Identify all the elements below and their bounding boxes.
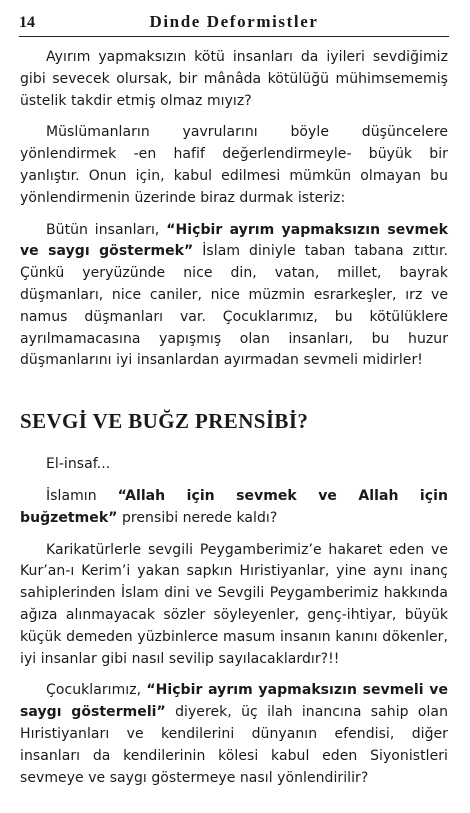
paragraph-5 [20, 486, 448, 530]
paragraph-7-post: diyerek, üç ilah inancına sahip olan Hıristiyanları ve kendilerini dünyanın efendisi, diğer insanları da kendilerinin kölesi kabul eden Siyonistleri sevmeye ve saygı göstermeye nasıl yönlendirilir? [20, 704, 448, 786]
page-number: 14 [19, 14, 35, 31]
paragraph-1: Ayırım yapmaksızın kötü insanları da iyileri sevdiğimiz gibi sevecek olursak, bir mânâda kötülüğü mühimsememiş üstelik takdir etmiş olmaz mıyız? [20, 49, 448, 109]
paragraph-7-pre: Çocuklarımız, [46, 682, 147, 699]
running-title: Dinde Deformistler [149, 12, 319, 31]
paragraph-5-post: prensibi nerede kaldı? [117, 509, 278, 526]
page-header [19, 8, 449, 37]
paragraph-3 [20, 220, 448, 373]
paragraph-7-emphasis: “Hiçbir ayrım yapmaksızın sevmeli ve saygı göstermeli” [20, 682, 448, 721]
paragraph-3-post: İslam diniyle taban tabana zıttır. Çünkü yeryüzünde nice din, vatan, millet, bayrak düşmanları, nice caniler, nice müzmin esrarkeşler, ırz ve namus düşmanları var. Çocuklarımız, bu kötülüklere ayrılmamacasına yapışmış olan insanları, bu huzur düşmanlarını iyi insanlardan ayırmadan sevmeli midirler! [20, 243, 448, 369]
page-body [20, 47, 448, 799]
section-title: SEVGİ VE BUĞZ PRENSİBİ? [20, 409, 309, 434]
paragraph-3-pre: Bütün insanları, [46, 221, 167, 238]
paragraph-5-pre: İslamın [46, 487, 118, 504]
paragraph-2: Müslümanların yavrularını böyle düşüncelere yönlendirmek -en hafif değerlendirmeyle- büyük bir yanlıştır. Onun için, kabul edilmesi mümkün olmayan bu yönlendirmenin üzerinde biraz durmak isteriz: [20, 124, 448, 206]
paragraph-4: El-insaf... [46, 456, 111, 473]
paragraph-6: Karikatürlerle sevgili Peygamberimiz’e hakaret eden ve Kur’an-ı Kerim’i yakan sapkın Hıristiyanlar, yine aynı inanç sahiplerinden İslam dini ve Sevgili Peygamberimiz hakkında ağıza alınmayacak sözler söyleyenler, genç-ihtiyar, büyük küçük demeden yüzbinlerce masum insanın kanını dökenler, iyi insanlar gibi nasıl sevilip sayılacaklardır?!! [20, 541, 448, 667]
paragraph-7 [20, 680, 448, 789]
paragraph-5-emphasis: “Allah için sevmek ve Allah için buğzetmek” [20, 487, 448, 526]
paragraph-3-emphasis: “Hiçbir ayrım yapmaksızın sevmek ve saygı göstermek” [20, 221, 448, 260]
